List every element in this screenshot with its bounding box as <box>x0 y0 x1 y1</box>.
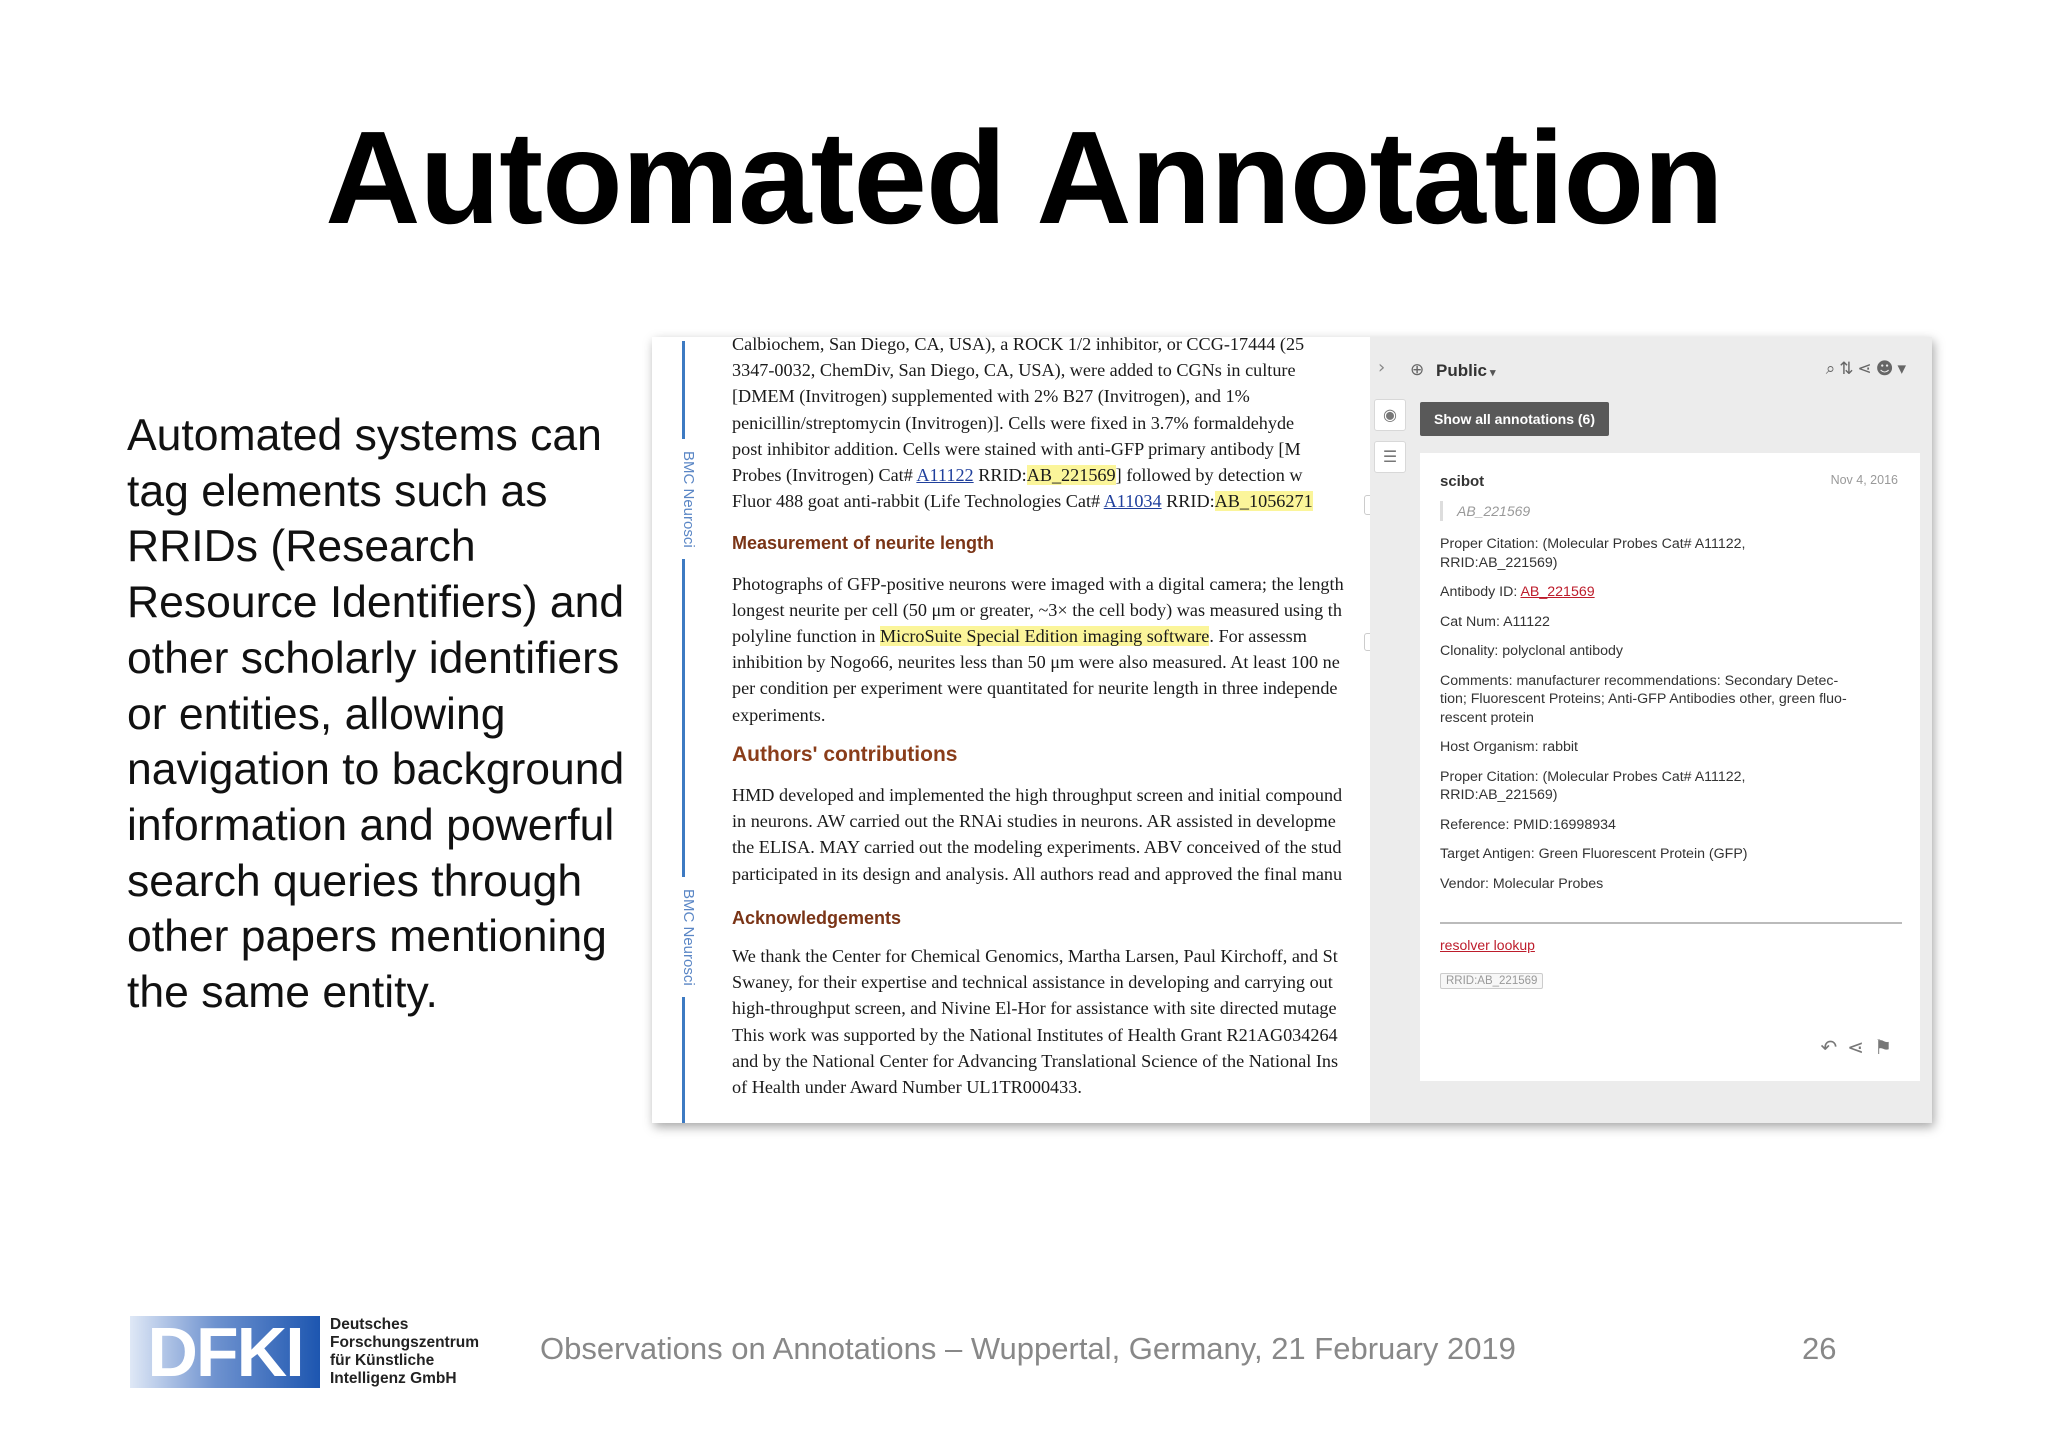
note-icon[interactable]: ☰ <box>1374 441 1406 473</box>
body-line: information and powerful <box>127 800 615 850</box>
catalog-link[interactable]: A11122 <box>916 465 974 486</box>
annotation-card <box>1420 453 1920 1081</box>
section-heading: Acknowledgements <box>732 907 902 928</box>
chevron-right-icon[interactable]: › <box>1378 357 1386 378</box>
article-line: We thank the Center for Chemical Genomics, Martha Larsen, Paul Kirchoff, and St <box>732 946 1338 967</box>
footer-text: Observations on Annotations – Wuppertal, Germany, 21 February 2019 <box>540 1331 1516 1366</box>
rrid-highlight[interactable]: AB_1056271 <box>1214 491 1313 512</box>
text-span: RRID: <box>1161 491 1215 512</box>
annotation-user[interactable]: scibot <box>1440 473 1485 490</box>
group-label: Public <box>1436 361 1488 380</box>
section-heading: Authors' contributions <box>732 742 958 766</box>
article-line: high-throughput screen, and Nivine El-Hor for assistance with site directed mutage <box>732 998 1337 1019</box>
section-heading: Measurement of neurite length <box>732 533 995 554</box>
share-icon[interactable]: ⋖ <box>1857 359 1876 379</box>
article-line: penicillin/streptomycin (Invitrogen)]. Cells were fixed in 3.7% formaldehyde <box>732 412 1295 433</box>
article-text <box>732 337 1477 1100</box>
field-line: tion; Fluorescent Proteins; Anti-GFP Antibodies other, green fluo- <box>1440 691 1847 707</box>
software-highlight[interactable]: MicroSuite Special Edition imaging software <box>880 626 1210 647</box>
field-line: RRID:AB_221569) <box>1440 554 1558 571</box>
group-selector[interactable] <box>1436 361 1496 381</box>
article-line: 3347-0032, ChemDiv, San Diego, CA, USA), were added to CGNs in culture <box>732 360 1296 381</box>
rrid-tag[interactable]: RRID:AB_221569 <box>1440 973 1543 989</box>
article-line: [DMEM (Invitrogen) supplemented with 2% B27 (Invitrogen), and 1% <box>732 386 1250 407</box>
page-number: 26 <box>1802 1331 1837 1366</box>
eye-icon[interactable]: ◉ <box>1374 399 1406 431</box>
flag-icon[interactable]: ⚑ <box>1874 1035 1902 1059</box>
field-label: Antibody ID: <box>1440 584 1521 600</box>
text-span: RRID: <box>973 465 1027 486</box>
field-reference: Reference: PMID:16998934 <box>1440 816 1616 833</box>
body-line: tag elements such as <box>127 466 548 516</box>
slide-body-text <box>127 408 647 1021</box>
logo-line: für Künstliche <box>330 1352 435 1369</box>
text-span: ] followed by detection w <box>1115 465 1303 486</box>
article-line: per condition per experiment were quantitated for neurite length in three independe <box>732 678 1338 699</box>
field-vendor: Vendor: Molecular Probes <box>1440 875 1604 892</box>
logo-letters: DFKI <box>147 1313 303 1391</box>
article-line: Photographs of GFP-positive neurons were imaged with a digital camera; the length <box>732 573 1344 594</box>
logo-text <box>330 1316 479 1388</box>
annotation-date[interactable]: Nov 4, 2016 <box>1830 473 1898 487</box>
body-line: search queries through <box>127 856 583 906</box>
text-span: . For assessm <box>1209 626 1307 647</box>
field-antibody-id <box>1440 583 1910 602</box>
body-line: other scholarly identifiers <box>127 633 620 683</box>
annotation-sidebar <box>1370 337 1932 1123</box>
article-line <box>732 462 1477 488</box>
user-icon[interactable]: ☻▾ <box>1875 359 1910 379</box>
field-comments <box>1440 672 1910 728</box>
resolver-lookup-link[interactable]: resolver lookup <box>1440 937 1535 953</box>
catalog-link[interactable]: A11034 <box>1103 491 1162 512</box>
body-line: other papers mentioning <box>127 912 607 962</box>
reply-icon[interactable]: ↶ <box>1820 1035 1848 1059</box>
text-span: polyline function in <box>732 626 881 647</box>
article-line: participated in its design and analysis. All authors read and approved the final manu <box>732 863 1343 884</box>
field-target: Target Antigen: Green Fluorescent Protein (GFP) <box>1440 846 1748 862</box>
body-line: Resource Identifiers) and <box>127 578 625 628</box>
text-span: Fluor 488 goat anti-rabbit (Life Technologies Cat# <box>732 491 1104 512</box>
globe-icon: ⊕ <box>1410 360 1425 380</box>
article-line: This work was supported by the National Institutes of Health Grant R21AG034264 <box>732 1024 1338 1045</box>
field-host: Host Organism: rabbit <box>1440 739 1578 755</box>
article-line: HMD developed and implemented the high throughput screen and initial compound <box>732 785 1343 806</box>
caret-down-icon: ▾ <box>1490 367 1496 379</box>
field-line: Proper Citation: (Molecular Probes Cat# A11122, <box>1440 768 1746 785</box>
field-cat-num: Cat Num: A11122 <box>1440 613 1550 630</box>
body-line: Automated systems can <box>127 411 602 460</box>
article-line: Swaney, for their expertise and technical assistance in developing and carrying out <box>732 972 1333 993</box>
sort-icon[interactable]: ⇅ <box>1839 359 1858 379</box>
article-line: of Health under Award Number UL1TR000433. <box>732 1077 1082 1098</box>
body-line: RRIDs (Research <box>127 522 476 572</box>
sidebar-top-bar <box>1410 347 1920 397</box>
field-line: RRID:AB_221569) <box>1440 787 1558 803</box>
logo-line: Intelligenz GmbH <box>330 1370 457 1387</box>
share-icon[interactable]: ⋖ <box>1847 1035 1875 1059</box>
show-all-annotations-button[interactable]: Show all annotations (6) <box>1420 402 1609 436</box>
field-line: rescent protein <box>1440 709 1534 726</box>
annotation-quote: AB_221569 <box>1440 501 1530 521</box>
divider <box>1440 922 1902 924</box>
article-line: in neurons. AW carried out the RNAi studies in neurons. AR assisted in developme <box>732 811 1336 832</box>
annotation-body <box>1440 535 1910 904</box>
logo-line: Deutsches <box>330 1316 409 1333</box>
search-icon[interactable]: ⌕ <box>1825 359 1840 379</box>
top-bar-icons <box>1826 359 1910 379</box>
article-line: post inhibitor addition. Cells were stained with anti-GFP primary antibody [M <box>732 438 1301 459</box>
article-line: the ELISA. MAY carried out the modeling experiments. ABV conceived of the stud <box>732 837 1342 858</box>
text-span: Probes (Invitrogen) Cat# <box>732 465 917 486</box>
article-line: longest neurite per cell (50 μm or greater, ~3× the cell body) was measured using th <box>732 599 1342 620</box>
logo-line: Forschungszentrum <box>330 1334 479 1351</box>
body-line: the same entity. <box>127 968 438 1018</box>
field-proper-citation <box>1440 535 1910 572</box>
article-line: inhibition by Nogo66, neurites less than 50 μm were also measured. At least 100 ne <box>732 652 1340 673</box>
field-clonality: Clonality: polyclonal antibody <box>1440 643 1623 659</box>
annotation-screenshot <box>652 337 1932 1123</box>
journal-label: BMC Neurosci <box>671 877 697 997</box>
article-line: Calbiochem, San Diego, CA, USA), a ROCK 1/2 inhibitor, or CCG-17444 (25 <box>732 337 1305 354</box>
field-proper-citation-2 <box>1440 768 1910 805</box>
body-line: navigation to background <box>127 745 625 795</box>
field-line: Comments: manufacturer recommendations: Secondary Detec- <box>1440 672 1839 689</box>
antibody-link[interactable]: AB_221569 <box>1520 584 1595 600</box>
article-line: experiments. <box>732 704 826 725</box>
journal-label: BMC Neurosci <box>671 439 697 559</box>
field-line: Proper Citation: (Molecular Probes Cat# A11122, <box>1440 536 1746 552</box>
article-line: and by the National Center for Advancing Translational Science of the National Ins <box>732 1050 1339 1071</box>
card-actions <box>1821 1035 1902 1059</box>
dfki-logo <box>130 1313 500 1392</box>
slide-title: Automated Annotation <box>325 104 1723 251</box>
rrid-highlight[interactable]: AB_221569 <box>1026 465 1116 486</box>
body-line: or entities, allowing <box>127 689 506 739</box>
